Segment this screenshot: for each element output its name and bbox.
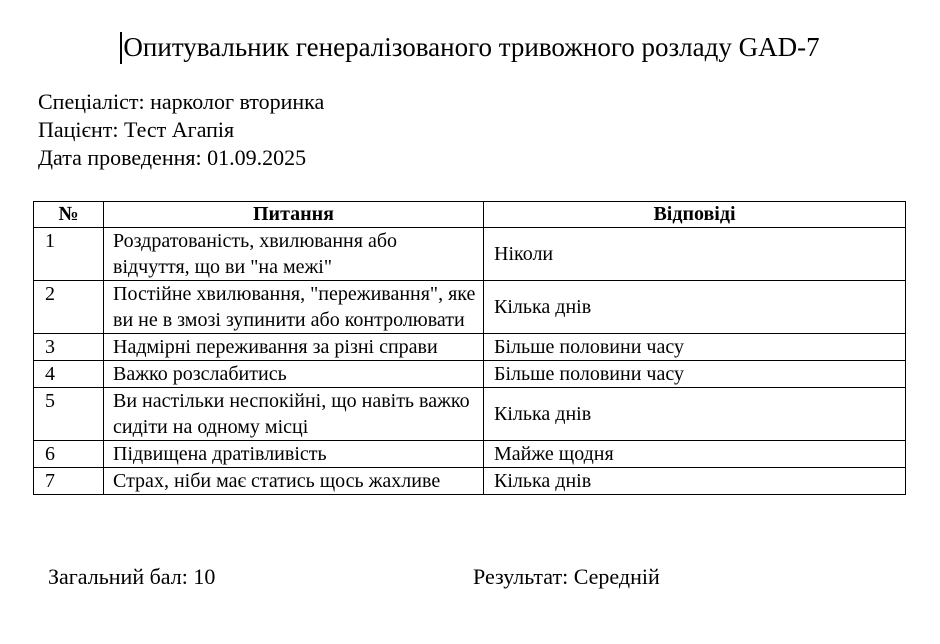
table-row <box>34 468 906 495</box>
result-line <box>473 563 660 591</box>
row-answer: Більше половини часу <box>484 361 906 388</box>
page-title-text: Опитувальник генералізованого тривожного розладу GAD-7 <box>123 32 820 62</box>
specialist-label: Спеціаліст: <box>38 89 145 114</box>
row-question: Ви настільки неспокійні, що навіть важко сидіти на одному місці <box>104 388 484 441</box>
row-number: 4 <box>34 361 104 388</box>
row-answer: Кілька днів <box>484 388 906 441</box>
row-question: Підвищена дратівливість <box>104 441 484 468</box>
row-question: Надмірні переживання за різні справи <box>104 334 484 361</box>
row-number: 6 <box>34 441 104 468</box>
patient-label: Пацієнт: <box>38 117 119 142</box>
date-line <box>38 144 324 172</box>
page-title <box>0 30 940 66</box>
row-number: 3 <box>34 334 104 361</box>
patient-info-block <box>38 88 324 172</box>
text-caret <box>120 32 122 64</box>
table-row <box>34 281 906 334</box>
row-answer: Ніколи <box>484 228 906 281</box>
row-question: Постійне хвилювання, "переживання", яке ви не в змозі зупинити або контролювати <box>104 281 484 334</box>
row-answer: Майже щодня <box>484 441 906 468</box>
header-answer: Відповіді <box>484 202 906 228</box>
date-label: Дата проведення: <box>38 145 202 170</box>
result-label: Результат: <box>473 564 569 589</box>
patient-line <box>38 116 324 144</box>
row-number: 5 <box>34 388 104 441</box>
questionnaire-table <box>33 201 906 495</box>
patient-value: Тест Агапія <box>123 117 235 142</box>
table-row <box>34 228 906 281</box>
row-answer: Кілька днів <box>484 281 906 334</box>
row-question: Роздратованість, хвилювання або відчуття, що ви "на межі" <box>104 228 484 281</box>
questionnaire-table-wrap <box>33 201 906 495</box>
row-answer: Більше половини часу <box>484 334 906 361</box>
header-num: № <box>34 202 104 228</box>
table-row <box>34 441 906 468</box>
total-score-line <box>48 563 215 591</box>
row-question: Страх, ніби має статись щось жахливе <box>104 468 484 495</box>
total-score-label: Загальний бал: <box>48 564 188 589</box>
row-number: 7 <box>34 468 104 495</box>
table-header-row <box>34 202 906 228</box>
date-value: 01.09.2025 <box>207 145 307 170</box>
result-value: Середній <box>573 564 660 589</box>
row-number: 1 <box>34 228 104 281</box>
row-question: Важко розслабитись <box>104 361 484 388</box>
specialist-value: нарколог вторинка <box>150 89 325 114</box>
specialist-line <box>38 88 324 116</box>
table-row <box>34 361 906 388</box>
table-row <box>34 334 906 361</box>
row-answer: Кілька днів <box>484 468 906 495</box>
total-score-value: 10 <box>193 564 216 589</box>
questionnaire-body <box>34 228 906 495</box>
table-row <box>34 388 906 441</box>
row-number: 2 <box>34 281 104 334</box>
header-question: Питання <box>104 202 484 228</box>
